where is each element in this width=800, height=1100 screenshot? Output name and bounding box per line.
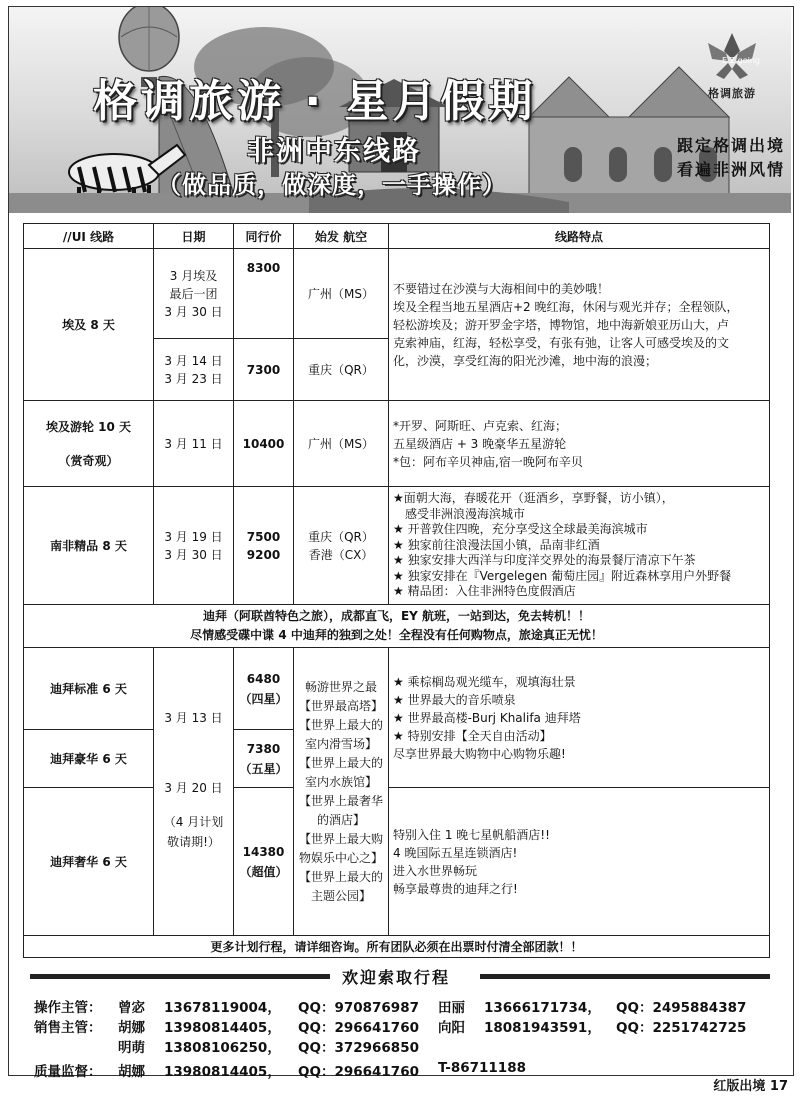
table-row xyxy=(24,605,770,648)
highlight-item: 【世界上最大购物娱乐中心之】 xyxy=(298,831,383,865)
header-route: //UI 线路 xyxy=(24,224,154,249)
contact-role: 销售主管： xyxy=(34,1020,102,1036)
date-line: 3 月 30 日 xyxy=(164,304,223,319)
features-cell xyxy=(389,401,770,487)
price-cell xyxy=(234,788,294,936)
star-level: （超值） xyxy=(239,864,288,879)
contact-role: 质量监督： xyxy=(34,1064,102,1080)
star-level: （四星） xyxy=(239,691,288,706)
divider xyxy=(480,974,770,979)
date-cell xyxy=(154,487,234,605)
routes-table xyxy=(23,223,770,958)
contact-phone: 13980814405， xyxy=(164,1020,281,1036)
feature-line: 畅享最尊贵的迪拜之行! xyxy=(393,881,518,896)
company-logo xyxy=(687,29,777,101)
departure-line: 重庆（QR） xyxy=(308,529,374,544)
highlight-item: 【世界上最大的主题公园】 xyxy=(298,869,383,903)
highlights-cell xyxy=(294,648,389,936)
header-date: 日期 xyxy=(154,224,234,249)
contact-qq: QQ：296641760 xyxy=(298,1020,419,1036)
feature-line: 进入水世界畅玩 xyxy=(393,863,478,878)
price-line: 6480 xyxy=(246,671,281,686)
more-info-note: 更多计划行程，请详细咨询。所有团队必须在出票时付清全部团款！！ xyxy=(24,936,770,958)
date-line: 3 月 30 日 xyxy=(164,547,223,562)
date-cell: 3 月 11 日 xyxy=(154,401,234,487)
feature-line: ★ 特别安排【全天自由活动】 xyxy=(393,728,552,743)
route-dubai-luxury: 迪拜奢华 6 天 xyxy=(24,788,154,936)
dubai-banner-line: 迪拜（阿联酋特色之旅），成都直飞，EY 航班，一站到达，免去转机！！ xyxy=(202,609,591,623)
header-price: 同行价 xyxy=(234,224,294,249)
side-slogan-2: 看遍非洲风情 xyxy=(676,160,785,179)
contact-name: 田丽 xyxy=(438,1000,465,1016)
features-cell xyxy=(389,487,770,605)
table-row xyxy=(24,936,770,958)
feature-line: 化，沙漠，享受红海的阳光沙滩，地中海的浪漫； xyxy=(393,353,658,368)
route-egypt-8: 埃及 8 天 xyxy=(24,249,154,401)
dubai-banner xyxy=(24,605,770,648)
price-cell: 10400 xyxy=(234,401,294,487)
highlight-item: 【世界上最奢华的酒店】 xyxy=(298,793,383,827)
contact-phone: 13678119004， xyxy=(164,1000,281,1016)
feature-line: ★ 世界最高楼-Burj Khalifa 迪拜塔 xyxy=(393,710,581,725)
contact-qq: QQ：296641760 xyxy=(298,1064,419,1080)
feature-line: ★ 精品团：入住非洲特色度假酒店 xyxy=(393,584,576,599)
table-row xyxy=(24,401,770,487)
flower-logo-icon xyxy=(702,29,762,81)
contact-qq: QQ：372966850 xyxy=(298,1040,419,1056)
feature-line: ★ 开普敦住四晚，充分享受这全球最美海滨城市 xyxy=(393,522,648,537)
price-line: 7500 xyxy=(246,529,281,544)
banner-title: 格调旅游 · 星月假期 xyxy=(93,76,537,127)
departure-cell: 重庆（QR） xyxy=(294,339,389,401)
departure-cell: 广州（MS） xyxy=(294,249,389,339)
banner-slogan: （做品质，做深度，一手操作） xyxy=(157,171,507,199)
feature-line: *开罗、阿斯旺、卢克索、红海； xyxy=(393,418,568,433)
price-cell xyxy=(234,648,294,730)
contact-phone: 13666171734， xyxy=(484,1000,601,1016)
table-row xyxy=(24,788,770,936)
date-note: （4 月计划 xyxy=(163,815,224,829)
date-line: 3 月 13 日 xyxy=(164,711,223,725)
price-cell: 8300 xyxy=(234,249,294,339)
feature-line: 不要错过在沙漠与大海相间中的美妙哦！ xyxy=(393,281,610,296)
highlight-item: 【世界上最大的室内水族馆】 xyxy=(298,755,383,789)
feature-line: 尽享世界最大购物中心购物乐趣! xyxy=(393,746,566,761)
contact-phone: 18081943591， xyxy=(484,1020,601,1036)
date-cell xyxy=(154,648,234,936)
features-cell xyxy=(389,249,770,401)
table-row xyxy=(24,487,770,605)
contact-phone: 13980814405， xyxy=(164,1064,281,1080)
page-label: 红版出境 17 xyxy=(713,1079,788,1094)
contact-name: 胡娜 xyxy=(118,1064,145,1080)
price-cell xyxy=(234,487,294,605)
feature-line: ★ 世界最大的音乐喷泉 xyxy=(393,692,516,707)
date-line: 3 月 19 日 xyxy=(164,529,223,544)
contact-qq: QQ：2495884387 xyxy=(616,1000,747,1016)
date-note: 敬请期!） xyxy=(167,835,220,849)
features-cell xyxy=(389,788,770,936)
dubai-banner-line: 尽情感受碟中谍 4 中迪拜的独到之处！全程没有任何购物点，旅途真正无忧！ xyxy=(190,628,603,642)
route-name-line: 埃及游轮 10 天 xyxy=(45,419,132,434)
date-line: 3 月 14 日 xyxy=(164,353,223,368)
feature-line: 感受非洲浪漫海滨城市 xyxy=(393,506,526,521)
contact-name: 向阳 xyxy=(438,1020,465,1036)
contact-name: 曾宓 xyxy=(118,1000,145,1016)
contact-qq: QQ：2251742725 xyxy=(616,1020,747,1036)
departure-line: 香港（CX） xyxy=(308,547,374,562)
contact-name: 胡娜 xyxy=(118,1020,145,1036)
price-line: 14380 xyxy=(242,844,285,859)
contact-landline: T-86711188 xyxy=(438,1060,526,1076)
date-line: 3 月 23 日 xyxy=(164,371,223,386)
date-line: 3 月 20 日 xyxy=(164,781,223,795)
logo-text: 格调旅游 xyxy=(708,87,756,100)
feature-line: ★面朝大海，春暖花开（逛酒乡，享野餐，访小镇）， xyxy=(393,491,674,506)
divider xyxy=(30,974,330,979)
header-departure: 始发 航空 xyxy=(294,224,389,249)
date-cell xyxy=(154,339,234,401)
feature-line: 克索神庙，红海，轻松享受，有张有弛，让客人可感受埃及的文 xyxy=(393,335,730,350)
star-level: （五星） xyxy=(239,761,288,776)
table-header-row xyxy=(24,224,770,249)
price-cell xyxy=(234,730,294,788)
contact-role: 操作主管： xyxy=(34,1000,102,1016)
route-dubai-standard: 迪拜标准 6 天 xyxy=(24,648,154,730)
header-banner xyxy=(9,7,791,213)
contact-name: 明萌 xyxy=(118,1040,145,1056)
table-row xyxy=(24,648,770,730)
date-line: 最后一团 xyxy=(169,286,218,301)
highlights-title: 畅游世界之最 xyxy=(304,679,377,694)
route-egypt-cruise xyxy=(24,401,154,487)
feature-line: ★ 独家安排在『Vergelegen 葡萄庄园』附近森林享用户外野餐 xyxy=(393,568,732,583)
feature-line: ★ 独家前往浪漫法国小镇，品南非红酒 xyxy=(393,537,600,552)
header-features: 线路特点 xyxy=(389,224,770,249)
contact-heading xyxy=(30,965,770,987)
feature-line: ★ 独家安排大西洋与印度洋交界处的海景餐厅清凉下午茶 xyxy=(393,553,696,568)
highlight-item: 【世界最高塔】 xyxy=(298,698,383,713)
logo-mark-text: E Z going xyxy=(722,56,760,65)
features-cell xyxy=(389,648,770,788)
feature-line: *包：阿布辛贝神庙,宿一晚阿布辛贝 xyxy=(393,454,583,469)
price-line: 9200 xyxy=(246,547,281,562)
date-cell xyxy=(154,249,234,339)
feature-line: ★ 乘棕榈岛观光缆车，观填海壮景 xyxy=(393,674,576,689)
feature-line: 4 晚国际五星连锁酒店! xyxy=(393,845,518,860)
departure-cell xyxy=(294,487,389,605)
banner-subtitle: 非洲中东线路 xyxy=(247,136,421,167)
contact-phone: 13808106250， xyxy=(164,1040,281,1056)
feature-line: 轻松游埃及；游开罗金字塔，博物馆，地中海新娘亚历山大，卢 xyxy=(393,317,730,332)
table-row xyxy=(24,249,770,339)
date-line: 3 月埃及 xyxy=(169,268,218,283)
contact-heading-text: 欢迎索取行程 xyxy=(342,968,451,987)
side-slogan-1: 跟定格调出境 xyxy=(676,136,785,155)
contact-qq: QQ：970876987 xyxy=(298,1000,419,1016)
price-cell: 7300 xyxy=(234,339,294,401)
price-line: 7380 xyxy=(246,741,281,756)
feature-line: 特别入住 1 晚七星帆船酒店!! xyxy=(393,827,550,842)
highlight-item: 【世界上最大的室内滑雪场】 xyxy=(298,717,383,751)
route-dubai-deluxe: 迪拜豪华 6 天 xyxy=(24,730,154,788)
feature-line: 埃及全程当地五星酒店+2 晚红海，休闲与观光并存；全程领队， xyxy=(393,299,739,314)
feature-line: 五星级酒店 + 3 晚豪华五星游轮 xyxy=(393,436,567,451)
route-south-africa: 南非精品 8 天 xyxy=(24,487,154,605)
departure-cell: 广州（MS） xyxy=(294,401,389,487)
route-name-note: （赏奇观） xyxy=(58,453,119,468)
